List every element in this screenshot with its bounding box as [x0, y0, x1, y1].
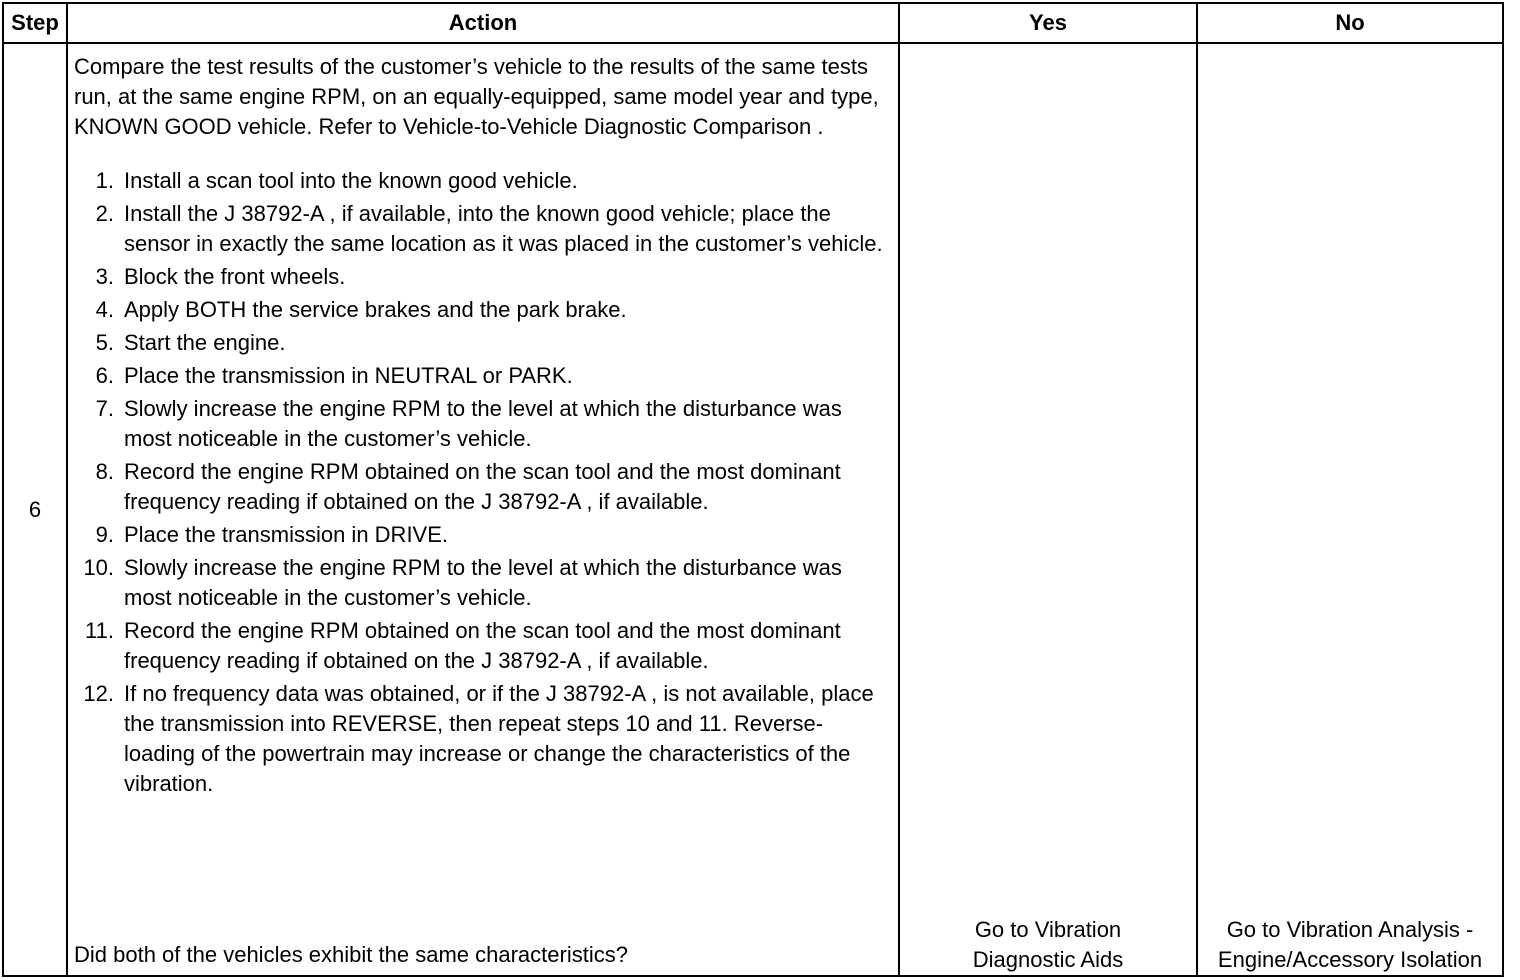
header-yes: Yes — [899, 3, 1197, 43]
step-item-number: 5. — [95, 330, 114, 355]
step-item-text: If no frequency data was obtained, or if the J 38792-A , is not available, place the transmission into REVERSE, then repeat steps 10 and 11. Reverse-loading of the powertrain may increase or change the characteristics of the vibration. — [124, 681, 874, 796]
step-item-text: Slowly increase the engine RPM to the level at which the disturbance was most noticeable in the customer’s vehicle. — [124, 555, 842, 610]
step-item-number: 10. — [83, 555, 114, 580]
step-item-number: 12. — [83, 681, 114, 706]
step-item-text: Place the transmission in DRIVE. — [124, 522, 449, 547]
step-item — [74, 520, 892, 550]
header-step: Step — [3, 3, 67, 43]
action-question: Did both of the vehicles exhibit the same characteristics? — [74, 942, 628, 967]
yes-result: Go to Vibration Diagnostic Aids — [972, 917, 1124, 972]
step-item-number: 3. — [95, 264, 114, 289]
step-item-number: 6. — [95, 363, 114, 388]
step-number: 6 — [3, 43, 67, 976]
step-item-number: 2. — [95, 201, 114, 226]
diagnostic-table — [2, 2, 1504, 977]
step-item — [74, 295, 892, 325]
step-item — [74, 457, 892, 517]
step-item-text: Slowly increase the engine RPM to the level at which the disturbance was most noticeable in the customer’s vehicle. — [124, 396, 842, 451]
step-row — [3, 43, 1503, 976]
header-action: Action — [67, 3, 899, 43]
step-item-text: Place the transmission in NEUTRAL or PARK. — [124, 363, 573, 388]
no-cell — [1197, 43, 1503, 976]
step-item — [74, 553, 892, 613]
header-row — [3, 3, 1503, 43]
step-item-text: Block the front wheels. — [124, 264, 346, 289]
header-no: No — [1197, 3, 1503, 43]
step-item-text: Install a scan tool into the known good vehicle. — [124, 168, 578, 193]
step-item-number: 4. — [95, 297, 114, 322]
step-item-text: Install the J 38792-A , if available, into the known good vehicle; place the sensor in exactly the same location as it was placed in the customer’s vehicle. — [124, 201, 883, 256]
step-item-number: 9. — [95, 522, 114, 547]
step-item — [74, 361, 892, 391]
action-intro: Compare the test results of the customer’s vehicle to the results of the same tests run, at the same engine RPM, on an equally-equipped, same model year and type, KNOWN GOOD vehicle. Refer to Vehicle-to-Vehicle Diagnostic Comparison . — [74, 54, 879, 139]
step-item — [74, 328, 892, 358]
no-result: Go to Vibration Analysis - Engine/Accessory Isolation — [1217, 917, 1483, 972]
step-item — [74, 679, 892, 799]
action-cell — [67, 43, 899, 976]
step-item-number: 11. — [85, 618, 114, 643]
yes-cell — [899, 43, 1197, 976]
action-steps — [74, 166, 892, 799]
step-item-number: 1. — [95, 168, 114, 193]
step-item — [74, 262, 892, 292]
step-item-text: Start the engine. — [124, 330, 286, 355]
step-item — [74, 199, 892, 259]
step-item — [74, 616, 892, 676]
step-item-text: Record the engine RPM obtained on the scan tool and the most dominant frequency reading if obtained on the J 38792-A , if available. — [124, 459, 841, 514]
step-item — [74, 394, 892, 454]
step-item-number: 7. — [95, 396, 114, 421]
step-item-text: Apply BOTH the service brakes and the park brake. — [124, 297, 627, 322]
step-item-number: 8. — [95, 459, 114, 484]
step-item — [74, 166, 892, 196]
step-item-text: Record the engine RPM obtained on the scan tool and the most dominant frequency reading if obtained on the J 38792-A , if available. — [124, 618, 841, 673]
